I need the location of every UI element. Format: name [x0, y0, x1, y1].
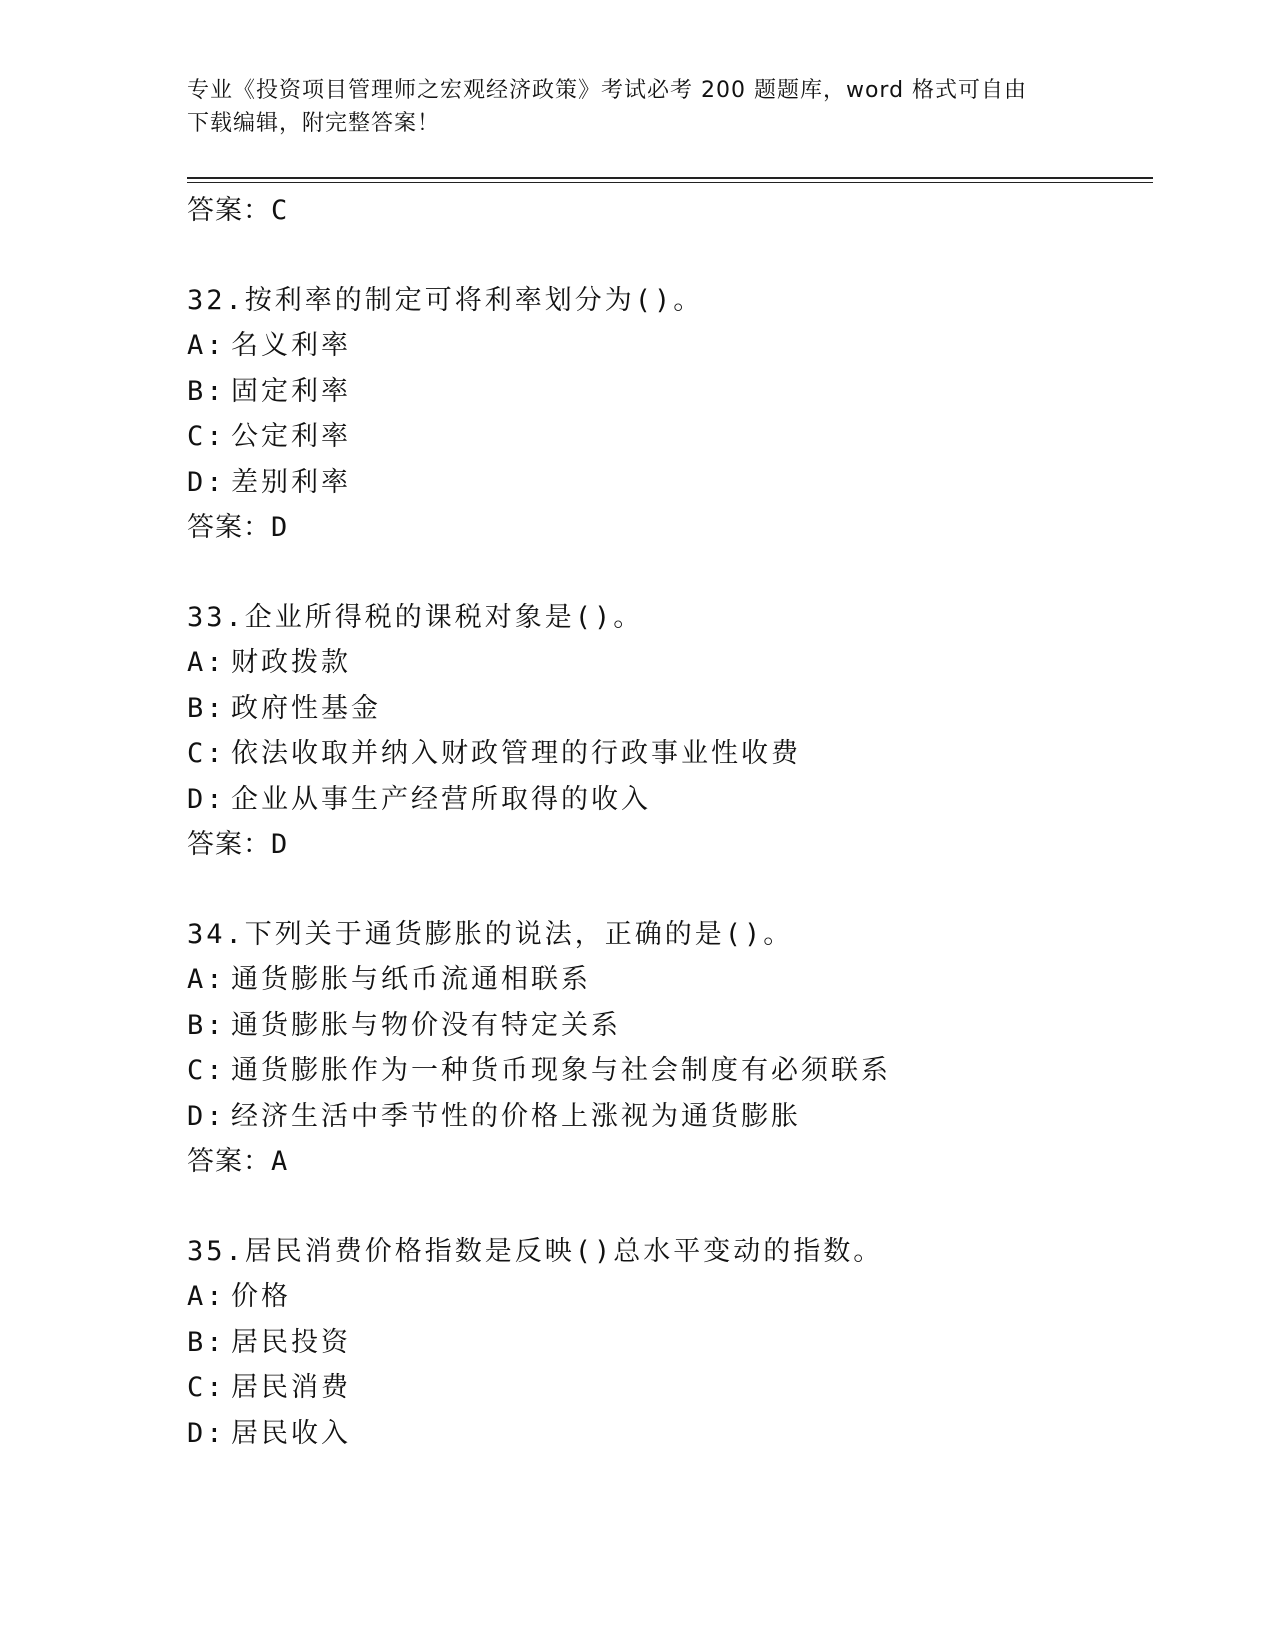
option-letter: A: [187, 1281, 226, 1312]
answer-line [187, 505, 1153, 551]
option-text: 通货膨胀与纸币流通相联系 [231, 964, 591, 995]
option-b [187, 1003, 1153, 1049]
option-c [187, 731, 1153, 777]
answer-line [187, 1139, 1153, 1185]
question-text: 33.企业所得税的课税对象是()。 [187, 602, 644, 633]
option-b [187, 686, 1153, 732]
question-text: 32.按利率的制定可将利率划分为()。 [187, 285, 704, 316]
option-text: 公定利率 [231, 421, 351, 452]
answer-value: D [271, 829, 289, 860]
option-text: 名义利率 [231, 330, 351, 361]
option-text: 通货膨胀与物价没有特定关系 [231, 1009, 621, 1041]
question-text: 34.下列关于通货膨胀的说法，正确的是()。 [187, 919, 794, 950]
option-a [187, 957, 1153, 1003]
option-text: 价格 [231, 1281, 291, 1312]
option-letter: B: [187, 1009, 226, 1041]
answer-value: D [271, 512, 289, 543]
option-letter: D: [187, 783, 226, 815]
question-block [187, 278, 1153, 551]
option-b [187, 1320, 1153, 1366]
option-text: 企业从事生产经营所取得的收入 [231, 783, 651, 815]
answer-label: 答案： [187, 195, 271, 226]
question-block [187, 1229, 1153, 1456]
option-letter: B: [187, 375, 226, 407]
answer-label: 答案： [187, 829, 271, 860]
option-d [187, 460, 1153, 506]
option-text: 经济生活中季节性的价格上涨视为通货膨胀 [231, 1100, 801, 1132]
option-d [187, 1094, 1153, 1140]
option-letter: C: [187, 738, 226, 769]
option-text: 通货膨胀作为一种货币现象与社会制度有必须联系 [231, 1055, 891, 1086]
option-c [187, 1048, 1153, 1094]
option-text: 差别利率 [231, 466, 351, 498]
option-letter: C: [187, 1055, 226, 1086]
option-b [187, 369, 1153, 415]
option-text: 居民收入 [231, 1417, 351, 1449]
option-text: 财政拨款 [231, 647, 351, 678]
option-d [187, 777, 1153, 823]
option-text: 政府性基金 [231, 692, 381, 724]
answer-label: 答案： [187, 512, 271, 543]
header-divider-thin [187, 182, 1153, 183]
option-letter: A: [187, 330, 226, 361]
answer-value: C [271, 195, 289, 226]
option-letter: D: [187, 466, 226, 498]
question-block [187, 595, 1153, 868]
option-letter: D: [187, 1417, 226, 1449]
option-a [187, 640, 1153, 686]
option-a [187, 1274, 1153, 1320]
question-text: 35.居民消费价格指数是反映()总水平变动的指数。 [187, 1236, 884, 1267]
header-line-1: 专业《投资项目管理师之宏观经济政策》考试必考 200 题题库，word 格式可自由 [187, 78, 1028, 103]
option-letter: C: [187, 421, 226, 452]
option-letter: D: [187, 1100, 226, 1132]
header-divider-thick [187, 177, 1153, 179]
option-a [187, 323, 1153, 369]
option-d [187, 1411, 1153, 1457]
option-letter: B: [187, 692, 226, 724]
header-line-2: 下载编辑，附完整答案！ [187, 111, 441, 136]
option-letter: A: [187, 647, 226, 678]
document-header [187, 74, 1087, 140]
option-text: 固定利率 [231, 375, 351, 407]
answer-line [187, 822, 1153, 868]
option-c [187, 1365, 1153, 1411]
answer-value: A [271, 1146, 289, 1177]
option-text: 居民投资 [231, 1326, 351, 1358]
answer-label: 答案： [187, 1146, 271, 1177]
question-block [187, 912, 1153, 1185]
question-list [187, 188, 1153, 1456]
option-c [187, 414, 1153, 460]
option-letter: A: [187, 964, 226, 995]
option-text: 居民消费 [231, 1372, 351, 1403]
option-letter: B: [187, 1326, 226, 1358]
option-text: 依法收取并纳入财政管理的行政事业性收费 [231, 738, 801, 769]
answer-line-prev [187, 188, 1153, 234]
option-letter: C: [187, 1372, 226, 1403]
